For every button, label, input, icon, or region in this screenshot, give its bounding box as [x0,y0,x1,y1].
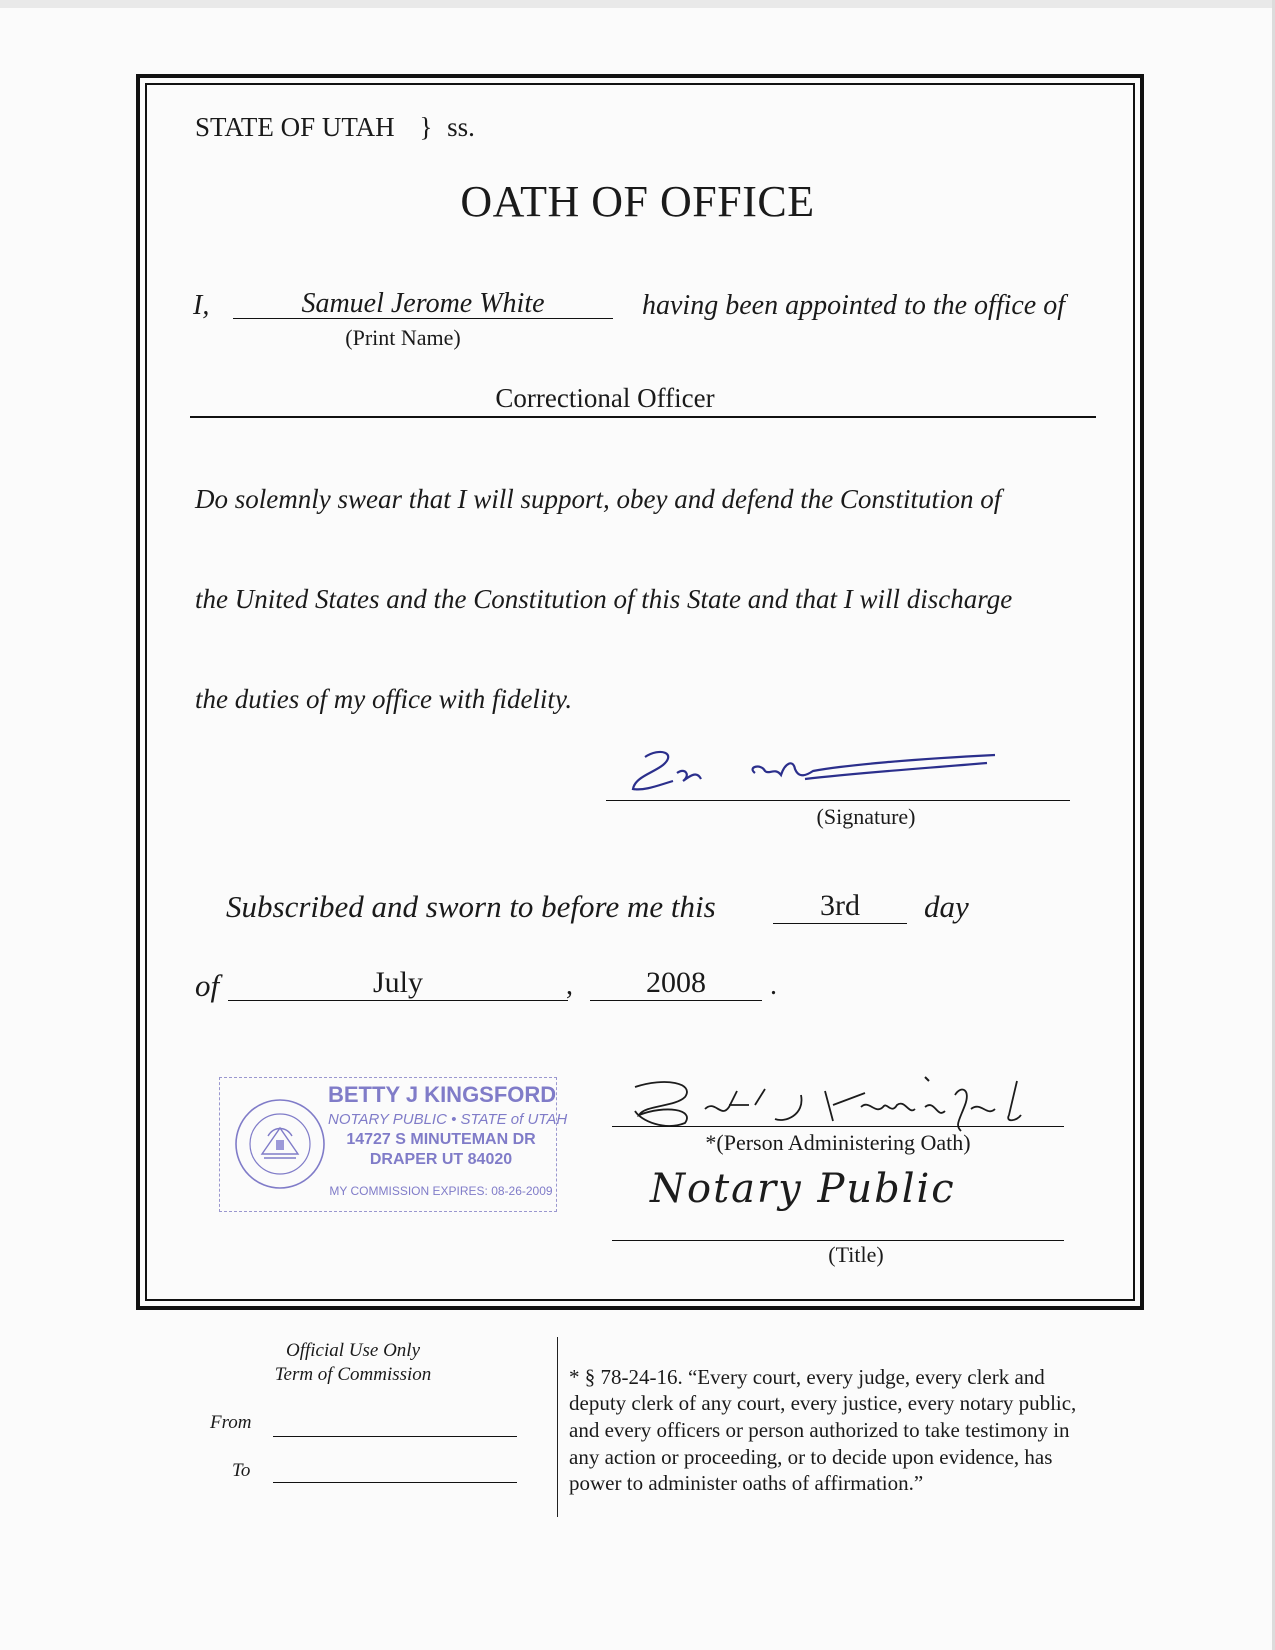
to-field-line [273,1482,517,1483]
stamp-address: 14727 S MINUTEMAN DR [346,1131,536,1148]
signature-caption: (Signature) [816,804,916,829]
oath-line-1: Do solemnly swear that I will support, obey and defend the Constitution of [195,484,1002,514]
month-underline [228,1000,568,1001]
year-underline [590,1000,762,1001]
scan-edge-top [0,0,1275,8]
day-underline [773,923,907,924]
state-heading [195,112,475,143]
official-use-label: Official Use Only [285,1340,421,1361]
name-underline [233,318,613,319]
stamp-notary-name: BETTY J KINGSFORD [328,1082,557,1107]
statute-line-1: * § 78-24-16. “Every court, every judge, every clerk and [569,1365,1045,1389]
statute-line-4: any action or proceeding, or to decide upon evidence, has [569,1445,1053,1469]
print-name-caption: (Print Name) [345,325,461,350]
stamp-commission-expiry: MY COMMISSION EXPIRES: 08-26-2009 [329,1184,553,1198]
oath-line-3: the duties of my office with fidelity. [195,684,573,714]
oath-taker-signature [615,745,1015,805]
statute-line-2: deputy clerk of any court, every justice, every notary public, [569,1391,1077,1415]
month-value: July [372,966,423,999]
pronoun-i: I, [193,290,210,321]
date-period: . [770,970,777,1001]
footer-divider [557,1337,558,1517]
day-value: 3rd [820,889,860,922]
date-comma: , [566,970,573,1001]
printed-name: Samuel Jerome White [301,288,545,319]
ss-abbreviation: ss. [447,112,475,142]
administering-line [612,1126,1064,1127]
stamp-title: NOTARY PUBLIC • STATE of UTAH [328,1111,568,1128]
stamp-city: DRAPER UT 84020 [369,1151,513,1168]
statute-line-5: power to administer oaths of affirmation.” [569,1471,924,1495]
day-word: day [924,889,969,924]
state-seal-icon [232,1096,328,1192]
document-title: OATH OF OFFICE [460,177,815,226]
from-field-line [273,1436,517,1437]
oath-line-2: the United States and the Constitution of this State and that I will discharge [195,584,1013,614]
signature-line [606,800,1070,801]
of-word: of [195,968,220,1003]
year-value: 2008 [646,966,706,999]
term-of-commission-label: Term of Commission [274,1364,432,1385]
office-underline [190,416,1096,418]
brace: } [419,112,433,142]
title-caption: (Title) [828,1242,884,1267]
state-name: STATE OF UTAH [195,112,395,142]
to-label: To [232,1460,251,1481]
appointed-text: having been appointed to the office of [642,290,1066,321]
handwritten-title: Notary Public [650,1166,956,1212]
from-label: From [210,1412,252,1433]
subscription-lead: Subscribed and sworn to before me this [226,889,716,924]
statute-line-3: and every officers or person authorized to take testimony in [569,1418,1070,1442]
title-line [612,1240,1064,1241]
administering-caption: *(Person Administering Oath) [705,1130,971,1155]
office-title: Correctional Officer [495,383,715,413]
notary-stamp [219,1077,568,1212]
